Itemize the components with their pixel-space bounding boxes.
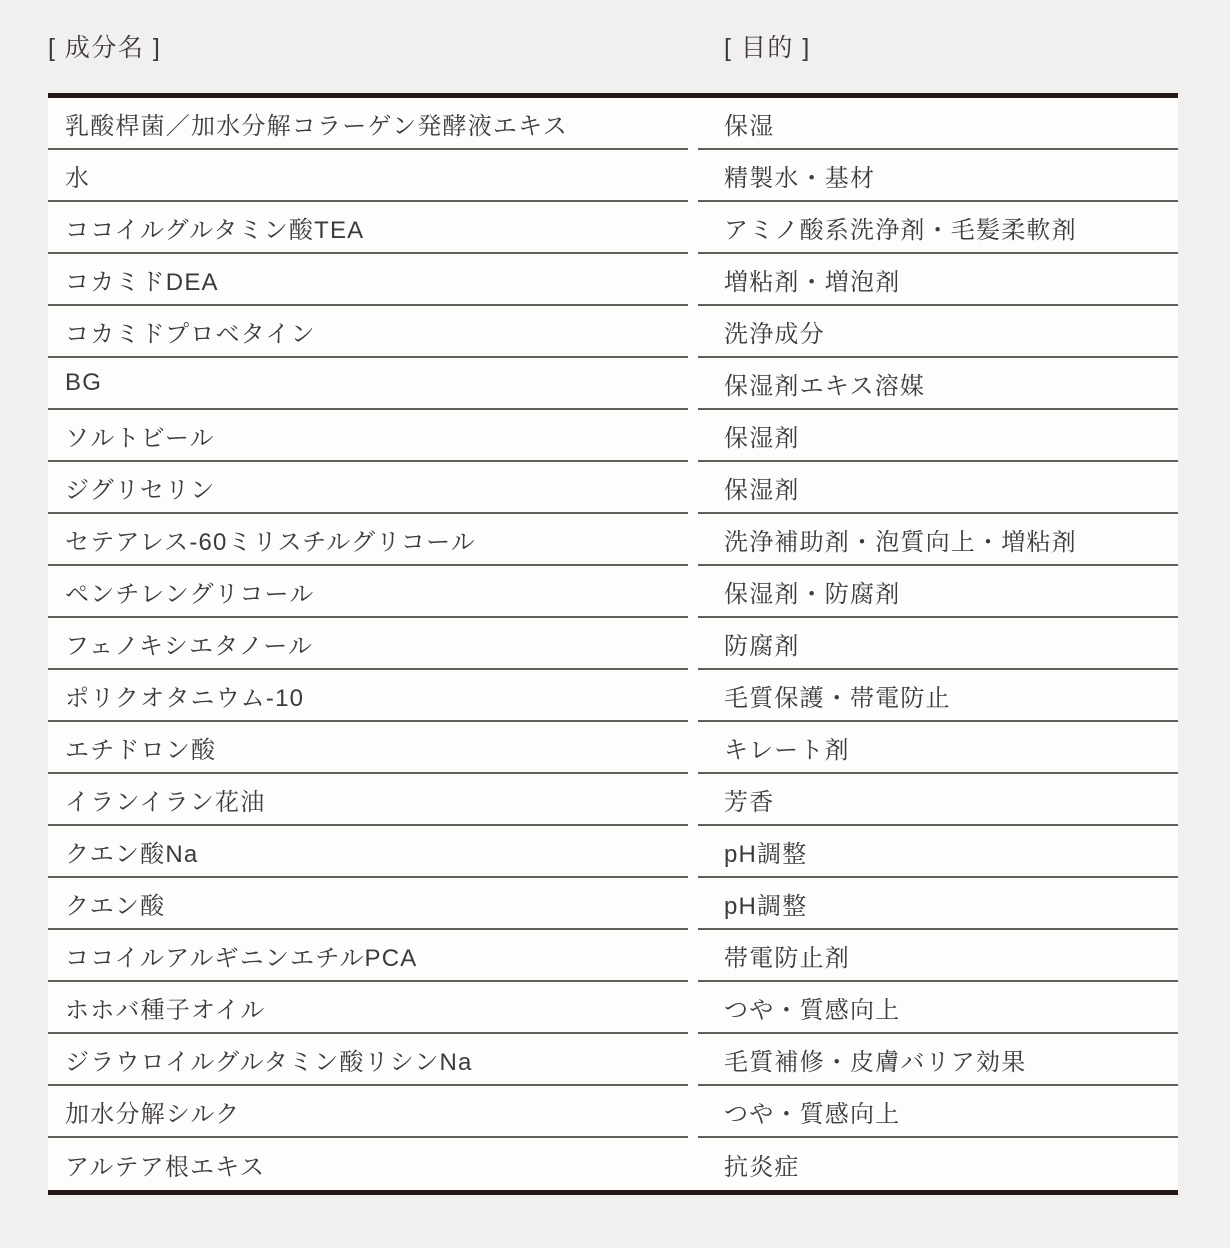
ingredient-name-cell: コカミドプロベタイン — [48, 306, 688, 358]
ingredient-name-cell: ココイルグルタミン酸TEA — [48, 202, 688, 254]
purpose-cell: 保湿剤・防腐剤 — [698, 566, 1178, 618]
table-row — [48, 1138, 1178, 1190]
column-gap — [688, 1086, 698, 1138]
column-gap — [688, 410, 698, 462]
table-row — [48, 722, 1178, 774]
table-row — [48, 930, 1178, 982]
ingredient-name-cell: セテアレス-60ミリスチルグリコール — [48, 514, 688, 566]
ingredient-name-cell: クエン酸 — [48, 878, 688, 930]
table-row — [48, 618, 1178, 670]
ingredient-name-cell: コカミドDEA — [48, 254, 688, 306]
table-row — [48, 826, 1178, 878]
purpose-cell: アミノ酸系洗浄剤・毛髪柔軟剤 — [698, 202, 1178, 254]
table-row — [48, 1086, 1178, 1138]
table-row — [48, 878, 1178, 930]
ingredient-name-cell: 水 — [48, 150, 688, 202]
column-gap — [688, 150, 698, 202]
ingredient-name-cell: ジラウロイルグルタミン酸リシンNa — [48, 1034, 688, 1086]
column-gap — [688, 982, 698, 1034]
table-row — [48, 566, 1178, 618]
column-gap — [688, 98, 698, 150]
column-gap — [688, 826, 698, 878]
purpose-cell: 保湿剤 — [698, 410, 1178, 462]
purpose-cell: 芳香 — [698, 774, 1178, 826]
column-gap — [688, 930, 698, 982]
purpose-cell: 保湿 — [698, 98, 1178, 150]
column-gap — [688, 566, 698, 618]
ingredient-name-cell: アルテア根エキス — [65, 1153, 266, 1181]
table-row — [48, 254, 1178, 306]
purpose-cell: つや・質感向上 — [698, 1086, 1178, 1138]
ingredient-name-cell: エチドロン酸 — [48, 722, 688, 774]
purpose-cell: pH調整 — [698, 878, 1178, 930]
table-row — [48, 514, 1178, 566]
purpose-cell: 保湿剤エキス溶媒 — [698, 358, 1178, 410]
column-gap — [688, 254, 698, 306]
ingredient-name-cell: ペンチレングリコール — [48, 566, 688, 618]
ingredient-name-cell: 加水分解シルク — [48, 1086, 688, 1138]
purpose-cell: pH調整 — [698, 826, 1178, 878]
purpose-cell: 洗浄成分 — [698, 306, 1178, 358]
ingredient-column-header: [ 成分名 ] — [48, 34, 162, 62]
ingredient-name-cell: ジグリセリン — [48, 462, 688, 514]
purpose-cell: 毛質保護・帯電防止 — [698, 670, 1178, 722]
ingredient-name-cell: ホホバ種子オイル — [48, 982, 688, 1034]
column-gap — [688, 1034, 698, 1086]
ingredient-name-cell: イランイラン花油 — [48, 774, 688, 826]
purpose-cell: つや・質感向上 — [698, 982, 1178, 1034]
ingredient-name-cell: ココイルアルギニンエチルPCA — [48, 930, 688, 982]
column-gap — [688, 878, 698, 930]
table-row — [48, 410, 1178, 462]
table-row — [48, 150, 1178, 202]
table-row — [48, 306, 1178, 358]
column-gap — [688, 670, 698, 722]
purpose-column-header: [ 目的 ] — [724, 34, 811, 62]
column-gap — [688, 358, 698, 410]
purpose-cell: 精製水・基材 — [698, 150, 1178, 202]
table-header — [48, 30, 1178, 66]
column-gap — [688, 514, 698, 566]
table-row — [48, 774, 1178, 826]
ingredient-name-cell: クエン酸Na — [48, 826, 688, 878]
column-gap — [688, 774, 698, 826]
column-gap — [688, 722, 698, 774]
ingredient-name-cell: 乳酸桿菌／加水分解コラーゲン発酵液エキス — [48, 98, 688, 150]
purpose-cell: 洗浄補助剤・泡質向上・増粘剤 — [698, 514, 1178, 566]
purpose-cell: 帯電防止剤 — [698, 930, 1178, 982]
table-row — [48, 982, 1178, 1034]
column-gap — [688, 202, 698, 254]
purpose-cell: 保湿剤 — [698, 462, 1178, 514]
column-gap — [688, 1138, 698, 1190]
table-row — [48, 1034, 1178, 1086]
table-row — [48, 670, 1178, 722]
table-row — [48, 462, 1178, 514]
purpose-cell: 増粘剤・増泡剤 — [698, 254, 1178, 306]
purpose-cell: 抗炎症 — [724, 1153, 800, 1181]
table-row — [48, 202, 1178, 254]
header-gap — [688, 30, 698, 66]
purpose-cell: キレート剤 — [698, 722, 1178, 774]
column-gap — [688, 306, 698, 358]
purpose-cell: 防腐剤 — [698, 618, 1178, 670]
ingredient-name-cell: BG — [48, 358, 688, 410]
ingredient-name-cell: ポリクオタニウム-10 — [48, 670, 688, 722]
column-gap — [688, 618, 698, 670]
purpose-cell: 毛質補修・皮膚バリア効果 — [698, 1034, 1178, 1086]
ingredient-table — [48, 93, 1178, 1195]
table-row — [48, 358, 1178, 410]
table-row — [48, 98, 1178, 150]
column-gap — [688, 462, 698, 514]
ingredient-name-cell: ソルトビール — [48, 410, 688, 462]
ingredient-name-cell: フェノキシエタノール — [48, 618, 688, 670]
